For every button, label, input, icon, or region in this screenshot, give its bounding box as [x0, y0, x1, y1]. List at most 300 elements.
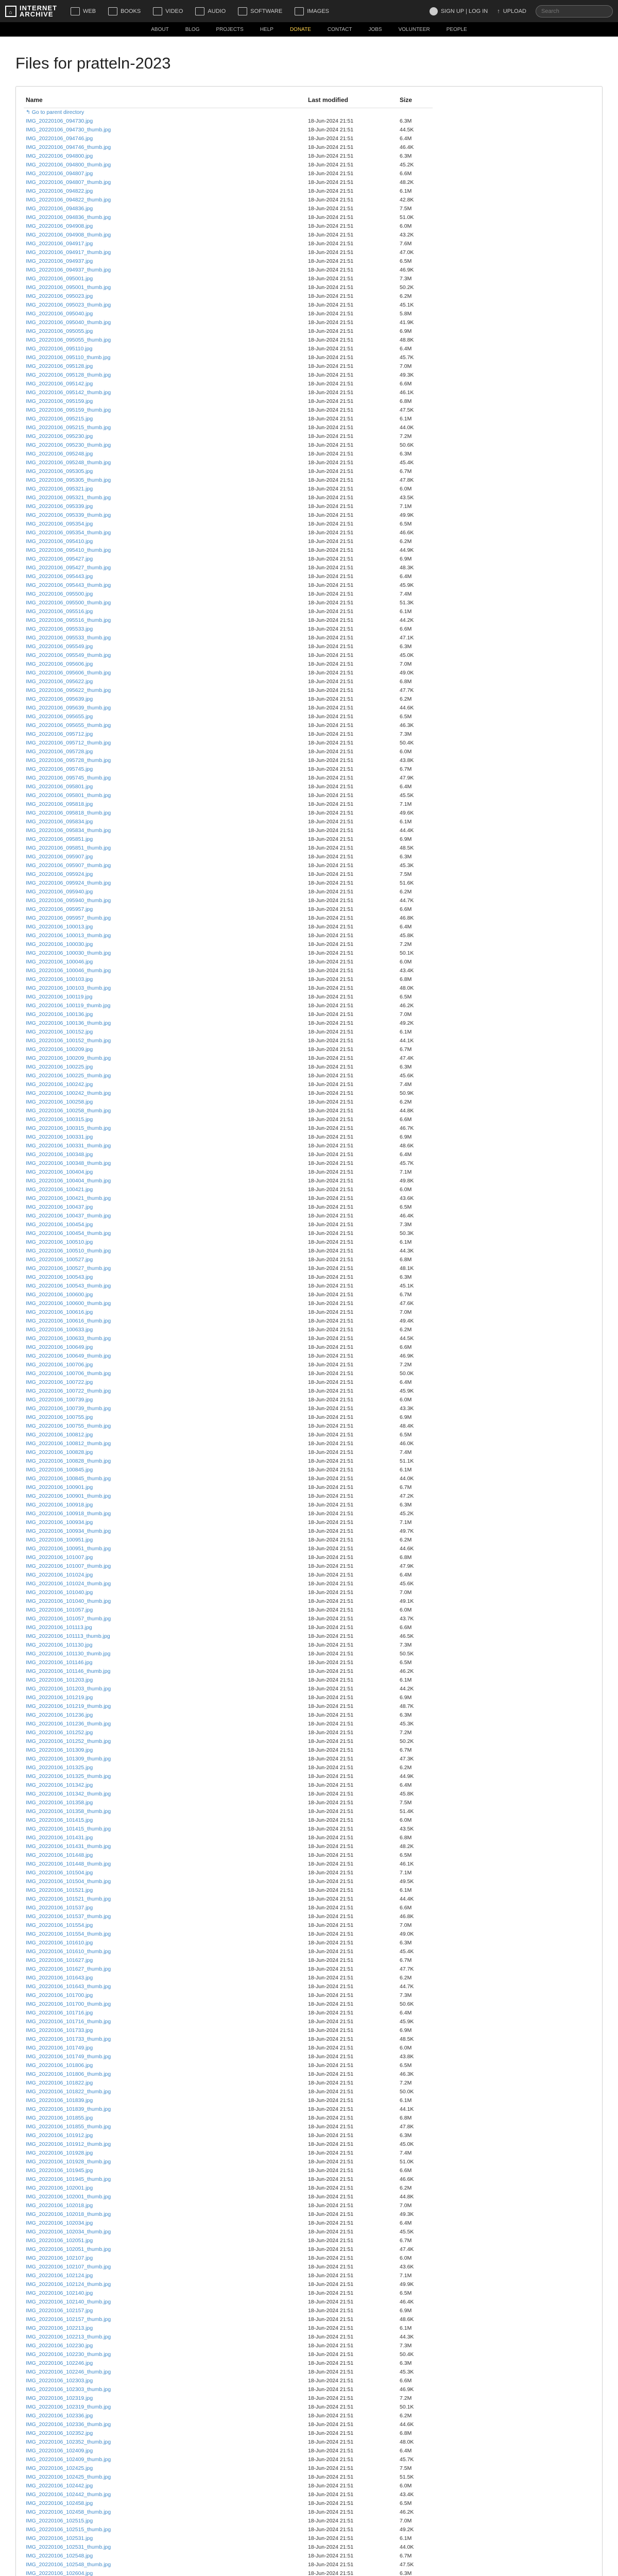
file-link[interactable]: IMG_20220106_095745_thumb.jpg	[26, 775, 111, 781]
file-link[interactable]: IMG_20220106_102001_thumb.jpg	[26, 2194, 111, 2200]
file-link[interactable]: IMG_20220106_102157_thumb.jpg	[26, 2316, 111, 2323]
file-link[interactable]: IMG_20220106_095040.jpg	[26, 311, 93, 317]
file-link[interactable]: IMG_20220106_101236_thumb.jpg	[26, 1721, 111, 1727]
column-header-modified[interactable]: Last modified	[306, 92, 398, 108]
file-link[interactable]: IMG_20220106_095142.jpg	[26, 381, 93, 387]
file-link[interactable]: IMG_20220106_094822_thumb.jpg	[26, 197, 111, 203]
file-link[interactable]: IMG_20220106_095055_thumb.jpg	[26, 337, 111, 343]
file-link[interactable]: IMG_20220106_101325_thumb.jpg	[26, 1773, 111, 1780]
file-link[interactable]: IMG_20220106_101554_thumb.jpg	[26, 1931, 111, 1937]
file-link[interactable]: IMG_20220106_101040.jpg	[26, 1589, 93, 1596]
file-link[interactable]: IMG_20220106_100739_thumb.jpg	[26, 1405, 111, 1412]
file-link[interactable]: IMG_20220106_101627.jpg	[26, 1957, 93, 1963]
file-link[interactable]: IMG_20220106_101504.jpg	[26, 1870, 93, 1876]
file-link[interactable]: IMG_20220106_095128.jpg	[26, 363, 93, 369]
file-link[interactable]: IMG_20220106_101912_thumb.jpg	[26, 2141, 111, 2147]
file-link[interactable]: IMG_20220106_095339.jpg	[26, 503, 93, 510]
file-link[interactable]: IMG_20220106_102409_thumb.jpg	[26, 2456, 111, 2463]
file-link[interactable]: IMG_20220106_101822_thumb.jpg	[26, 2089, 111, 2095]
file-link[interactable]: IMG_20220106_100404.jpg	[26, 1169, 93, 1175]
file-link[interactable]: IMG_20220106_100616_thumb.jpg	[26, 1318, 111, 1324]
file-link[interactable]: IMG_20220106_101855.jpg	[26, 2115, 93, 2121]
file-link[interactable]: IMG_20220106_100421_thumb.jpg	[26, 1195, 111, 1201]
file-link[interactable]: IMG_20220106_100258.jpg	[26, 1099, 93, 1105]
file-link[interactable]: IMG_20220106_101007.jpg	[26, 1554, 93, 1561]
file-link[interactable]: IMG_20220106_102425.jpg	[26, 2465, 93, 2471]
file-link[interactable]: IMG_20220106_101252_thumb.jpg	[26, 1738, 111, 1744]
file-link[interactable]: IMG_20220106_101554.jpg	[26, 1922, 93, 1928]
file-link[interactable]: IMG_20220106_102319_thumb.jpg	[26, 2404, 111, 2410]
subnav-about[interactable]: ABOUT	[151, 26, 169, 32]
subnav-projects[interactable]: PROJECTS	[216, 26, 244, 32]
file-link[interactable]: IMG_20220106_102531_thumb.jpg	[26, 2544, 111, 2550]
file-link[interactable]: IMG_20220106_100119_thumb.jpg	[26, 1003, 111, 1009]
file-link[interactable]: IMG_20220106_095248.jpg	[26, 451, 93, 457]
file-link[interactable]: IMG_20220106_095321.jpg	[26, 486, 93, 492]
file-link[interactable]: IMG_20220106_101700_thumb.jpg	[26, 2001, 111, 2007]
file-link[interactable]: IMG_20220106_095957_thumb.jpg	[26, 915, 111, 921]
file-link[interactable]: IMG_20220106_100152.jpg	[26, 1029, 93, 1035]
file-link[interactable]: IMG_20220106_101643_thumb.jpg	[26, 1984, 111, 1990]
file-link[interactable]: IMG_20220106_100225.jpg	[26, 1064, 93, 1070]
file-link[interactable]: IMG_20220106_095818_thumb.jpg	[26, 810, 111, 816]
file-link[interactable]: IMG_20220106_100845_thumb.jpg	[26, 1476, 111, 1482]
file-link[interactable]: IMG_20220106_101855_thumb.jpg	[26, 2124, 111, 2130]
file-link[interactable]: IMG_20220106_095655.jpg	[26, 714, 93, 720]
file-link[interactable]: IMG_20220106_094807_thumb.jpg	[26, 179, 111, 185]
file-link[interactable]: IMG_20220106_095110_thumb.jpg	[26, 354, 111, 361]
file-link[interactable]: IMG_20220106_100527.jpg	[26, 1257, 93, 1263]
file-link[interactable]: IMG_20220106_095305.jpg	[26, 468, 93, 474]
file-link[interactable]: IMG_20220106_102230.jpg	[26, 2343, 93, 2349]
file-link[interactable]: IMG_20220106_100845.jpg	[26, 1467, 93, 1473]
file-link[interactable]: IMG_20220106_100152_thumb.jpg	[26, 1038, 111, 1044]
file-link[interactable]: IMG_20220106_094908.jpg	[26, 223, 93, 229]
file-link[interactable]: IMG_20220106_101203.jpg	[26, 1677, 93, 1683]
file-link[interactable]: IMG_20220106_095410_thumb.jpg	[26, 547, 111, 553]
file-link[interactable]: IMG_20220106_100331_thumb.jpg	[26, 1143, 111, 1149]
file-link[interactable]: IMG_20220106_102107.jpg	[26, 2255, 93, 2261]
file-link[interactable]: IMG_20220106_095427_thumb.jpg	[26, 565, 111, 571]
media-nav-web[interactable]	[71, 7, 96, 15]
file-link[interactable]: IMG_20220106_100706_thumb.jpg	[26, 1370, 111, 1377]
parent-directory-link[interactable]	[26, 109, 84, 115]
file-link[interactable]: IMG_20220106_095549.jpg	[26, 643, 93, 650]
file-link[interactable]: IMG_20220106_102107_thumb.jpg	[26, 2264, 111, 2270]
file-link[interactable]: IMG_20220106_101146_thumb.jpg	[26, 1668, 111, 1674]
file-link[interactable]: IMG_20220106_102140.jpg	[26, 2290, 93, 2296]
file-link[interactable]: IMG_20220106_102336.jpg	[26, 2413, 93, 2419]
subnav-people[interactable]: PEOPLE	[446, 26, 467, 32]
file-link[interactable]: IMG_20220106_095606.jpg	[26, 661, 93, 667]
file-link[interactable]: IMG_20220106_095801_thumb.jpg	[26, 792, 111, 799]
file-link[interactable]: IMG_20220106_100755.jpg	[26, 1414, 93, 1420]
file-link[interactable]: IMG_20220106_101113_thumb.jpg	[26, 1633, 110, 1639]
file-link[interactable]: IMG_20220106_100828_thumb.jpg	[26, 1458, 111, 1464]
file-link[interactable]: IMG_20220106_102034_thumb.jpg	[26, 2229, 111, 2235]
file-link[interactable]: IMG_20220106_101024_thumb.jpg	[26, 1581, 111, 1587]
file-link[interactable]: IMG_20220106_094836.jpg	[26, 206, 93, 212]
file-link[interactable]: IMG_20220106_095321_thumb.jpg	[26, 495, 111, 501]
file-link[interactable]: IMG_20220106_095622.jpg	[26, 679, 93, 685]
file-link[interactable]: IMG_20220106_100046.jpg	[26, 959, 93, 965]
file-link[interactable]: IMG_20220106_100722.jpg	[26, 1379, 93, 1385]
file-link[interactable]: IMG_20220106_100616.jpg	[26, 1309, 93, 1315]
file-link[interactable]: IMG_20220106_095834.jpg	[26, 819, 93, 825]
file-link[interactable]: IMG_20220106_101358.jpg	[26, 1800, 93, 1806]
file-link[interactable]: IMG_20220106_101236.jpg	[26, 1712, 93, 1718]
file-link[interactable]: IMG_20220106_101113.jpg	[26, 1624, 92, 1631]
file-link[interactable]: IMG_20220106_102548_thumb.jpg	[26, 2562, 111, 2568]
media-nav-audio[interactable]	[195, 7, 226, 15]
file-link[interactable]: IMG_20220106_100046_thumb.jpg	[26, 968, 111, 974]
file-link[interactable]: IMG_20220106_100348_thumb.jpg	[26, 1160, 111, 1166]
file-link[interactable]: IMG_20220106_102409.jpg	[26, 2448, 93, 2454]
file-link[interactable]: IMG_20220106_102230_thumb.jpg	[26, 2351, 111, 2358]
file-link[interactable]: IMG_20220106_095851_thumb.jpg	[26, 845, 111, 851]
file-link[interactable]: IMG_20220106_102001.jpg	[26, 2185, 93, 2191]
file-link[interactable]: IMG_20220106_095818.jpg	[26, 801, 93, 807]
file-link[interactable]: IMG_20220106_101415_thumb.jpg	[26, 1826, 111, 1832]
file-link[interactable]: IMG_20220106_095801.jpg	[26, 784, 93, 790]
file-link[interactable]: IMG_20220106_095957.jpg	[26, 906, 93, 912]
file-link[interactable]: IMG_20220106_095549_thumb.jpg	[26, 652, 111, 658]
internet-archive-logo[interactable]	[5, 5, 57, 18]
column-header-size[interactable]: Size	[398, 92, 433, 108]
file-link[interactable]: IMG_20220106_101504_thumb.jpg	[26, 1878, 111, 1885]
file-link[interactable]: IMG_20220106_094807.jpg	[26, 171, 93, 177]
file-link[interactable]: IMG_20220106_102051.jpg	[26, 2238, 93, 2244]
file-link[interactable]: IMG_20220106_101521.jpg	[26, 1887, 93, 1893]
file-link[interactable]: IMG_20220106_095215.jpg	[26, 416, 93, 422]
file-link[interactable]: IMG_20220106_095639.jpg	[26, 696, 93, 702]
file-link[interactable]: IMG_20220106_101130.jpg	[26, 1642, 93, 1648]
file-link[interactable]: IMG_20220106_102034.jpg	[26, 2220, 93, 2226]
file-link[interactable]: IMG_20220106_102458.jpg	[26, 2500, 93, 2506]
file-link[interactable]: IMG_20220106_095023.jpg	[26, 293, 93, 299]
file-link[interactable]: IMG_20220106_101749.jpg	[26, 2045, 93, 2051]
file-link[interactable]: IMG_20220106_095728_thumb.jpg	[26, 757, 111, 764]
file-link[interactable]: IMG_20220106_101945.jpg	[26, 2167, 93, 2174]
file-link[interactable]: IMG_20220106_101806_thumb.jpg	[26, 2071, 111, 2077]
file-link[interactable]: IMG_20220106_101007_thumb.jpg	[26, 1563, 111, 1569]
file-link[interactable]: IMG_20220106_095230.jpg	[26, 433, 93, 439]
file-link[interactable]: IMG_20220106_102515.jpg	[26, 2518, 93, 2524]
file-link[interactable]: IMG_20220106_100136_thumb.jpg	[26, 1020, 111, 1026]
file-link[interactable]: IMG_20220106_102051_thumb.jpg	[26, 2246, 111, 2252]
file-link[interactable]: IMG_20220106_101146.jpg	[26, 1659, 93, 1666]
file-link[interactable]: IMG_20220106_100437_thumb.jpg	[26, 1213, 111, 1219]
file-link[interactable]: IMG_20220106_102531.jpg	[26, 2535, 93, 2541]
file-link[interactable]: IMG_20220106_101448_thumb.jpg	[26, 1861, 111, 1867]
file-link[interactable]: IMG_20220106_095305_thumb.jpg	[26, 477, 111, 483]
file-link[interactable]: IMG_20220106_095516_thumb.jpg	[26, 617, 111, 623]
file-link[interactable]: IMG_20220106_100600_thumb.jpg	[26, 1300, 111, 1307]
file-link[interactable]: IMG_20220106_100901_thumb.jpg	[26, 1493, 111, 1499]
file-link[interactable]: IMG_20220106_095728.jpg	[26, 749, 93, 755]
file-link[interactable]: IMG_20220106_101309.jpg	[26, 1747, 93, 1753]
file-link[interactable]: IMG_20220106_101643.jpg	[26, 1975, 93, 1981]
file-link[interactable]: IMG_20220106_102303.jpg	[26, 2378, 93, 2384]
file-link[interactable]: IMG_20220106_095248_thumb.jpg	[26, 460, 111, 466]
file-link[interactable]: IMG_20220106_100348.jpg	[26, 1151, 93, 1158]
file-link[interactable]: IMG_20220106_094746.jpg	[26, 135, 93, 142]
file-link[interactable]: IMG_20220106_095427.jpg	[26, 556, 93, 562]
file-link[interactable]: IMG_20220106_101342.jpg	[26, 1782, 93, 1788]
file-link[interactable]: IMG_20220106_094800.jpg	[26, 153, 93, 159]
file-link[interactable]: IMG_20220106_100739.jpg	[26, 1397, 93, 1403]
file-link[interactable]: IMG_20220106_100209.jpg	[26, 1046, 93, 1053]
file-link[interactable]: IMG_20220106_101057_thumb.jpg	[26, 1616, 111, 1622]
file-link[interactable]: IMG_20220106_095040_thumb.jpg	[26, 319, 111, 326]
file-link[interactable]: IMG_20220106_100119.jpg	[26, 994, 93, 1000]
file-link[interactable]: IMG_20220106_102352_thumb.jpg	[26, 2439, 111, 2445]
file-link[interactable]: IMG_20220106_100901.jpg	[26, 1484, 93, 1490]
file-link[interactable]: IMG_20220106_100209_thumb.jpg	[26, 1055, 111, 1061]
file-link[interactable]: IMG_20220106_102303_thumb.jpg	[26, 2386, 111, 2393]
file-link[interactable]: IMG_20220106_101521_thumb.jpg	[26, 1896, 111, 1902]
file-link[interactable]: IMG_20220106_101912.jpg	[26, 2132, 93, 2139]
file-link[interactable]: IMG_20220106_100136.jpg	[26, 1011, 93, 1018]
file-link[interactable]: IMG_20220106_101700.jpg	[26, 1992, 93, 1998]
file-link[interactable]: IMG_20220106_100258_thumb.jpg	[26, 1108, 111, 1114]
file-link[interactable]: IMG_20220106_095128_thumb.jpg	[26, 372, 111, 378]
file-link[interactable]: IMG_20220106_102336_thumb.jpg	[26, 2421, 111, 2428]
media-nav-books[interactable]	[108, 7, 141, 15]
file-link[interactable]: IMG_20220106_102157.jpg	[26, 2308, 93, 2314]
subnav-contact[interactable]: CONTACT	[327, 26, 352, 32]
file-link[interactable]: IMG_20220106_095851.jpg	[26, 836, 93, 842]
file-link[interactable]: IMG_20220106_101822.jpg	[26, 2080, 93, 2086]
file-link[interactable]: IMG_20220106_100543_thumb.jpg	[26, 1283, 111, 1289]
upload-link[interactable]	[497, 8, 526, 14]
file-link[interactable]: IMG_20220106_095110.jpg	[26, 346, 93, 352]
file-link[interactable]: IMG_20220106_095606_thumb.jpg	[26, 670, 111, 676]
file-link[interactable]: IMG_20220106_095516.jpg	[26, 608, 93, 615]
file-link[interactable]: IMG_20220106_095924_thumb.jpg	[26, 880, 111, 886]
file-link[interactable]: IMG_20220106_095001_thumb.jpg	[26, 284, 111, 291]
file-link[interactable]: IMG_20220106_095639_thumb.jpg	[26, 705, 111, 711]
file-link[interactable]: IMG_20220106_102213.jpg	[26, 2325, 93, 2331]
file-link[interactable]: IMG_20220106_100225_thumb.jpg	[26, 1073, 111, 1079]
file-link[interactable]: IMG_20220106_102018.jpg	[26, 2202, 93, 2209]
file-link[interactable]: IMG_20220106_095533_thumb.jpg	[26, 635, 111, 641]
file-link[interactable]: IMG_20220106_095500_thumb.jpg	[26, 600, 111, 606]
file-link[interactable]: IMG_20220106_094937_thumb.jpg	[26, 267, 111, 273]
file-link[interactable]: IMG_20220106_095339_thumb.jpg	[26, 512, 111, 518]
subnav-donate[interactable]: DONATE	[289, 26, 311, 32]
file-link[interactable]: IMG_20220106_100649_thumb.jpg	[26, 1353, 111, 1359]
file-link[interactable]: IMG_20220106_102458_thumb.jpg	[26, 2509, 111, 2515]
file-link[interactable]: IMG_20220106_101252.jpg	[26, 1730, 93, 1736]
file-link[interactable]: IMG_20220106_100421.jpg	[26, 1187, 93, 1193]
file-link[interactable]: IMG_20220106_095655_thumb.jpg	[26, 722, 111, 728]
file-link[interactable]: IMG_20220106_094917_thumb.jpg	[26, 249, 111, 256]
file-link[interactable]: IMG_20220106_102425_thumb.jpg	[26, 2474, 111, 2480]
file-link[interactable]: IMG_20220106_101749_thumb.jpg	[26, 2054, 111, 2060]
file-link[interactable]: IMG_20220106_095745.jpg	[26, 766, 93, 772]
file-link[interactable]: IMG_20220106_094746_thumb.jpg	[26, 144, 111, 150]
file-link[interactable]: IMG_20220106_100812_thumb.jpg	[26, 1440, 111, 1447]
file-link[interactable]: IMG_20220106_100722_thumb.jpg	[26, 1388, 111, 1394]
file-link[interactable]: IMG_20220106_095443.jpg	[26, 573, 93, 580]
file-link[interactable]: IMG_20220106_101024.jpg	[26, 1572, 93, 1578]
file-link[interactable]: IMG_20220106_101733.jpg	[26, 2027, 93, 2033]
media-nav-software[interactable]	[238, 7, 282, 15]
file-link[interactable]: IMG_20220106_102442_thumb.jpg	[26, 2492, 111, 2498]
file-link[interactable]: IMG_20220106_094822.jpg	[26, 188, 93, 194]
file-link[interactable]: IMG_20220106_102246_thumb.jpg	[26, 2369, 111, 2375]
file-link[interactable]: IMG_20220106_094730.jpg	[26, 118, 93, 124]
file-link[interactable]: IMG_20220106_102319.jpg	[26, 2395, 93, 2401]
file-link[interactable]: IMG_20220106_100812.jpg	[26, 1432, 93, 1438]
file-link[interactable]: IMG_20220106_095230_thumb.jpg	[26, 442, 111, 448]
file-link[interactable]: IMG_20220106_100649.jpg	[26, 1344, 93, 1350]
file-link[interactable]: IMG_20220106_101537_thumb.jpg	[26, 1913, 111, 1920]
file-link[interactable]: IMG_20220106_100315.jpg	[26, 1116, 93, 1123]
file-link[interactable]: IMG_20220106_095834_thumb.jpg	[26, 827, 111, 834]
file-link[interactable]: IMG_20220106_101448.jpg	[26, 1852, 93, 1858]
file-link[interactable]: IMG_20220106_101219_thumb.jpg	[26, 1703, 111, 1709]
file-link[interactable]: IMG_20220106_101716_thumb.jpg	[26, 2019, 111, 2025]
file-link[interactable]: IMG_20220106_101342_thumb.jpg	[26, 1791, 111, 1797]
file-link[interactable]: IMG_20220106_095940.jpg	[26, 889, 93, 895]
file-link[interactable]: IMG_20220106_094836_thumb.jpg	[26, 214, 111, 221]
file-link[interactable]: IMG_20220106_102604.jpg	[26, 2570, 93, 2576]
file-link[interactable]: IMG_20220106_100633_thumb.jpg	[26, 1335, 111, 1342]
file-link[interactable]: IMG_20220106_095712.jpg	[26, 731, 93, 737]
file-link[interactable]: IMG_20220106_100013.jpg	[26, 924, 93, 930]
subnav-help[interactable]: HELP	[260, 26, 273, 32]
column-header-name[interactable]: Name	[24, 92, 306, 108]
file-link[interactable]: IMG_20220106_101415.jpg	[26, 1817, 93, 1823]
file-link[interactable]: IMG_20220106_100951_thumb.jpg	[26, 1546, 111, 1552]
file-link[interactable]: IMG_20220106_101627_thumb.jpg	[26, 1966, 111, 1972]
file-link[interactable]: IMG_20220106_095159_thumb.jpg	[26, 407, 111, 413]
file-link[interactable]: IMG_20220106_102515_thumb.jpg	[26, 2527, 111, 2533]
file-link[interactable]: IMG_20220106_100951.jpg	[26, 1537, 93, 1543]
file-link[interactable]: IMG_20220106_095354_thumb.jpg	[26, 530, 111, 536]
file-link[interactable]: IMG_20220106_101839.jpg	[26, 2097, 93, 2104]
file-link[interactable]: IMG_20220106_100510.jpg	[26, 1239, 93, 1245]
subnav-volunteer[interactable]: VOLUNTEER	[398, 26, 430, 32]
file-link[interactable]: IMG_20220106_102352.jpg	[26, 2430, 93, 2436]
file-link[interactable]: IMG_20220106_095712_thumb.jpg	[26, 740, 111, 746]
file-link[interactable]: IMG_20220106_100404_thumb.jpg	[26, 1178, 111, 1184]
file-link[interactable]: IMG_20220106_095533.jpg	[26, 626, 93, 632]
file-link[interactable]: IMG_20220106_095023_thumb.jpg	[26, 302, 111, 308]
file-link[interactable]: IMG_20220106_102442.jpg	[26, 2483, 93, 2489]
file-link[interactable]: IMG_20220106_095500.jpg	[26, 591, 93, 597]
file-link[interactable]: IMG_20220106_101610_thumb.jpg	[26, 1948, 111, 1955]
file-link[interactable]: IMG_20220106_101203_thumb.jpg	[26, 1686, 111, 1692]
file-link[interactable]: IMG_20220106_101358_thumb.jpg	[26, 1808, 111, 1815]
file-link[interactable]: IMG_20220106_101928.jpg	[26, 2150, 93, 2156]
file-link[interactable]: IMG_20220106_094937.jpg	[26, 258, 93, 264]
file-link[interactable]: IMG_20220106_100030_thumb.jpg	[26, 950, 111, 956]
file-link[interactable]: IMG_20220106_100103.jpg	[26, 976, 93, 982]
file-link[interactable]: IMG_20220106_101130_thumb.jpg	[26, 1651, 111, 1657]
file-link[interactable]: IMG_20220106_095055.jpg	[26, 328, 93, 334]
file-link[interactable]: IMG_20220106_100934.jpg	[26, 1519, 93, 1526]
file-link[interactable]: IMG_20220106_100030.jpg	[26, 941, 93, 947]
file-link[interactable]: IMG_20220106_101839_thumb.jpg	[26, 2106, 111, 2112]
file-link[interactable]: IMG_20220106_095940_thumb.jpg	[26, 897, 111, 904]
file-link[interactable]: IMG_20220106_100437.jpg	[26, 1204, 93, 1210]
file-link[interactable]: IMG_20220106_102018_thumb.jpg	[26, 2211, 111, 2217]
file-link[interactable]: IMG_20220106_095354.jpg	[26, 521, 93, 527]
file-link[interactable]: IMG_20220106_102246.jpg	[26, 2360, 93, 2366]
login-link[interactable]	[430, 7, 488, 15]
file-link[interactable]: IMG_20220106_095215_thumb.jpg	[26, 425, 111, 431]
file-link[interactable]: IMG_20220106_100828.jpg	[26, 1449, 93, 1455]
file-link[interactable]: IMG_20220106_100242.jpg	[26, 1081, 93, 1088]
file-link[interactable]: IMG_20220106_102548.jpg	[26, 2553, 93, 2559]
file-link[interactable]: IMG_20220106_095443_thumb.jpg	[26, 582, 111, 588]
media-nav-video[interactable]	[153, 7, 183, 15]
file-link[interactable]: IMG_20220106_100315_thumb.jpg	[26, 1125, 111, 1131]
file-link[interactable]: IMG_20220106_094800_thumb.jpg	[26, 162, 111, 168]
file-link[interactable]: IMG_20220106_101431_thumb.jpg	[26, 1843, 111, 1850]
file-link[interactable]: IMG_20220106_100013_thumb.jpg	[26, 933, 111, 939]
file-link[interactable]: IMG_20220106_102124_thumb.jpg	[26, 2281, 111, 2287]
file-link[interactable]: IMG_20220106_101325.jpg	[26, 1765, 93, 1771]
file-link[interactable]: IMG_20220106_100527_thumb.jpg	[26, 1265, 111, 1272]
file-link[interactable]: IMG_20220106_094908_thumb.jpg	[26, 232, 111, 238]
file-link[interactable]: IMG_20220106_100918_thumb.jpg	[26, 1511, 111, 1517]
file-link[interactable]: IMG_20220106_100633.jpg	[26, 1327, 93, 1333]
file-link[interactable]: IMG_20220106_101806.jpg	[26, 2062, 93, 2069]
subnav-blog[interactable]: BLOG	[185, 26, 200, 32]
file-link[interactable]: IMG_20220106_100543.jpg	[26, 1274, 93, 1280]
file-link[interactable]: IMG_20220106_095907.jpg	[26, 854, 93, 860]
file-link[interactable]: IMG_20220106_100454_thumb.jpg	[26, 1230, 111, 1236]
file-link[interactable]: IMG_20220106_100600.jpg	[26, 1292, 93, 1298]
file-link[interactable]: IMG_20220106_101945_thumb.jpg	[26, 2176, 111, 2182]
file-link[interactable]: IMG_20220106_101219.jpg	[26, 1694, 93, 1701]
file-link[interactable]: IMG_20220106_101610.jpg	[26, 1940, 93, 1946]
file-link[interactable]: IMG_20220106_100331.jpg	[26, 1134, 93, 1140]
file-link[interactable]: IMG_20220106_095159.jpg	[26, 398, 93, 404]
file-link[interactable]: IMG_20220106_102140_thumb.jpg	[26, 2299, 111, 2305]
file-link[interactable]: IMG_20220106_095142_thumb.jpg	[26, 389, 111, 396]
file-link[interactable]: IMG_20220106_094730_thumb.jpg	[26, 127, 111, 133]
subnav-jobs[interactable]: JOBS	[368, 26, 382, 32]
file-link[interactable]: IMG_20220106_100454.jpg	[26, 1222, 93, 1228]
file-link[interactable]: IMG_20220106_101309_thumb.jpg	[26, 1756, 111, 1762]
file-link[interactable]: IMG_20220106_100242_thumb.jpg	[26, 1090, 111, 1096]
file-link[interactable]: IMG_20220106_095001.jpg	[26, 276, 93, 282]
file-link[interactable]: IMG_20220106_100706.jpg	[26, 1362, 93, 1368]
file-link[interactable]: IMG_20220106_101733_thumb.jpg	[26, 2036, 111, 2042]
search-input[interactable]	[536, 5, 613, 18]
file-link[interactable]: IMG_20220106_100755_thumb.jpg	[26, 1423, 111, 1429]
file-link[interactable]: IMG_20220106_095907_thumb.jpg	[26, 862, 111, 869]
file-link[interactable]: IMG_20220106_100510_thumb.jpg	[26, 1248, 111, 1254]
file-link[interactable]: IMG_20220106_101537.jpg	[26, 1905, 93, 1911]
file-link[interactable]: IMG_20220106_101716.jpg	[26, 2010, 93, 2016]
file-link[interactable]: IMG_20220106_101040_thumb.jpg	[26, 1598, 111, 1604]
file-link[interactable]: IMG_20220106_101431.jpg	[26, 1835, 93, 1841]
media-nav-images[interactable]	[295, 7, 329, 15]
file-link[interactable]: IMG_20220106_102213_thumb.jpg	[26, 2334, 111, 2340]
file-link[interactable]: IMG_20220106_094917.jpg	[26, 241, 93, 247]
file-link[interactable]: IMG_20220106_095410.jpg	[26, 538, 93, 545]
file-link[interactable]: IMG_20220106_100918.jpg	[26, 1502, 93, 1508]
file-link[interactable]: IMG_20220106_095622_thumb.jpg	[26, 687, 111, 693]
file-link[interactable]: IMG_20220106_100934_thumb.jpg	[26, 1528, 111, 1534]
file-link[interactable]: IMG_20220106_102124.jpg	[26, 2273, 93, 2279]
